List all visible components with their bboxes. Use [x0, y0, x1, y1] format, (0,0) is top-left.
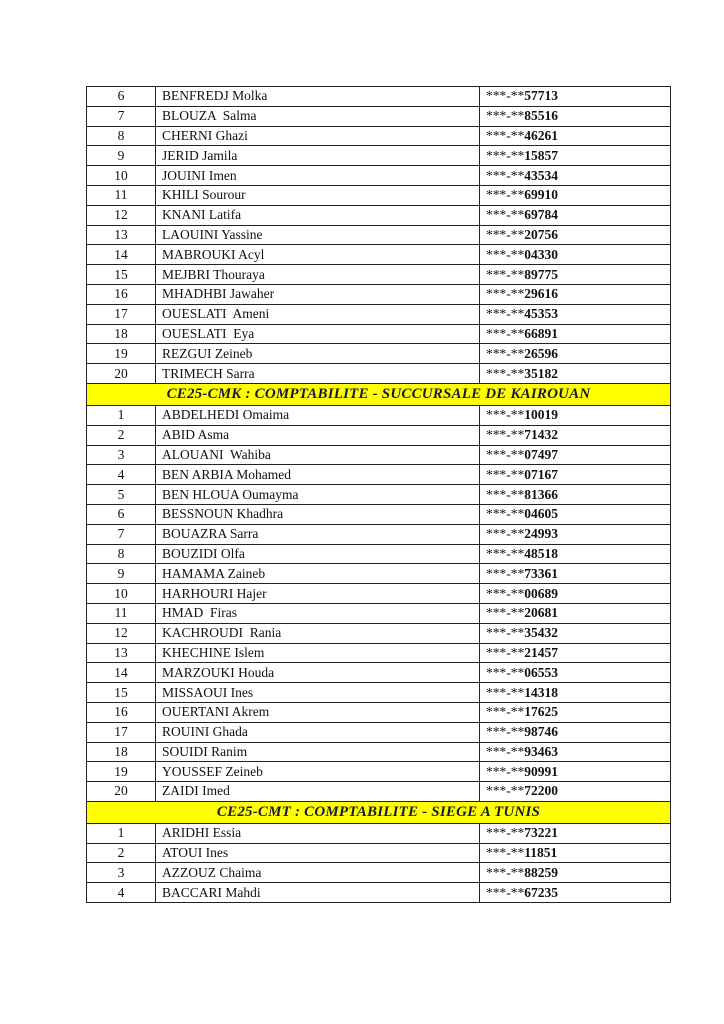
table-row [87, 863, 671, 883]
row-number: 7 [87, 524, 156, 544]
table-row [87, 465, 671, 485]
id-mask: ***-** [486, 167, 525, 183]
candidate-name: BENFREDJ Molka [156, 87, 480, 107]
id-mask: ***-** [486, 684, 525, 700]
id-digits: 81366 [524, 486, 558, 502]
row-number: 16 [87, 284, 156, 304]
row-number: 20 [87, 782, 156, 802]
row-number: 16 [87, 702, 156, 722]
table-row [87, 405, 671, 425]
row-number: 12 [87, 205, 156, 225]
table-row [87, 883, 671, 903]
id-digits: 15857 [524, 147, 558, 163]
masked-id [480, 603, 671, 623]
id-mask: ***-** [486, 644, 525, 660]
masked-id [480, 485, 671, 505]
row-number: 10 [87, 584, 156, 604]
row-number: 2 [87, 425, 156, 445]
table-row [87, 544, 671, 564]
candidate-name: HAMAMA Zaineb [156, 564, 480, 584]
masked-id [480, 445, 671, 465]
id-mask: ***-** [486, 486, 525, 502]
id-mask: ***-** [486, 325, 525, 341]
masked-id [480, 106, 671, 126]
id-mask: ***-** [486, 825, 525, 841]
table-row [87, 205, 671, 225]
table-row [87, 623, 671, 643]
masked-id [480, 623, 671, 643]
id-digits: 20756 [524, 226, 558, 242]
id-mask: ***-** [486, 545, 525, 561]
id-digits: 07167 [524, 466, 558, 482]
section-title: CE25-CMT : COMPTABILITE - SIEGE A TUNIS [87, 801, 671, 823]
masked-id [480, 245, 671, 265]
masked-id [480, 364, 671, 384]
id-digits: 73361 [524, 565, 558, 581]
id-digits: 04605 [524, 506, 558, 522]
row-number: 17 [87, 304, 156, 324]
row-number: 4 [87, 465, 156, 485]
candidate-name: HMAD Firas [156, 603, 480, 623]
table-row [87, 344, 671, 364]
table-row [87, 485, 671, 505]
id-digits: 11851 [524, 845, 558, 861]
table-row [87, 304, 671, 324]
id-mask: ***-** [486, 147, 525, 163]
id-digits: 90991 [524, 763, 558, 779]
id-digits: 35432 [524, 625, 558, 641]
candidate-name: KHILI Sourour [156, 185, 480, 205]
id-digits: 66891 [524, 325, 558, 341]
row-number: 15 [87, 683, 156, 703]
candidate-name: BOUZIDI Olfa [156, 544, 480, 564]
candidate-name: YOUSSEF Zeineb [156, 762, 480, 782]
table-row [87, 564, 671, 584]
candidate-name: OUESLATI Eya [156, 324, 480, 344]
id-digits: 88259 [524, 864, 558, 880]
masked-id [480, 843, 671, 863]
masked-id [480, 425, 671, 445]
id-mask: ***-** [486, 506, 525, 522]
row-number: 18 [87, 324, 156, 344]
id-mask: ***-** [486, 704, 525, 720]
id-digits: 10019 [524, 407, 558, 423]
candidate-name: MISSAOUI Ines [156, 683, 480, 703]
id-mask: ***-** [486, 845, 525, 861]
id-mask: ***-** [486, 526, 525, 542]
section-header-row [87, 801, 671, 823]
table-row [87, 166, 671, 186]
row-number: 8 [87, 544, 156, 564]
candidate-name: LAOUINI Yassine [156, 225, 480, 245]
masked-id [480, 504, 671, 524]
masked-id [480, 465, 671, 485]
row-number: 9 [87, 146, 156, 166]
row-number: 3 [87, 863, 156, 883]
id-digits: 04330 [524, 246, 558, 262]
masked-id [480, 663, 671, 683]
id-mask: ***-** [486, 466, 525, 482]
table-row [87, 126, 671, 146]
table-row [87, 643, 671, 663]
candidate-name: BESSNOUN Khadhra [156, 504, 480, 524]
table-row [87, 823, 671, 843]
id-mask: ***-** [486, 108, 525, 124]
id-mask: ***-** [486, 585, 525, 601]
masked-id [480, 762, 671, 782]
id-mask: ***-** [486, 127, 525, 143]
table-row [87, 762, 671, 782]
section-header-row [87, 383, 671, 405]
id-mask: ***-** [486, 605, 525, 621]
candidate-name: TRIMECH Sarra [156, 364, 480, 384]
masked-id [480, 643, 671, 663]
id-mask: ***-** [486, 884, 525, 900]
masked-id [480, 782, 671, 802]
candidate-name: REZGUI Zeineb [156, 344, 480, 364]
row-number: 3 [87, 445, 156, 465]
masked-id [480, 87, 671, 107]
id-digits: 57713 [524, 88, 558, 104]
id-digits: 43534 [524, 167, 558, 183]
candidate-name: ALOUANI Wahiba [156, 445, 480, 465]
row-number: 14 [87, 663, 156, 683]
id-digits: 06553 [524, 664, 558, 680]
masked-id [480, 524, 671, 544]
row-number: 13 [87, 643, 156, 663]
candidate-table-body [87, 87, 671, 903]
candidate-name: ABDELHEDI Omaima [156, 405, 480, 425]
row-number: 11 [87, 185, 156, 205]
candidate-name: JOUINI Imen [156, 166, 480, 186]
id-mask: ***-** [486, 88, 525, 104]
id-digits: 89775 [524, 266, 558, 282]
candidate-table [86, 86, 671, 903]
id-digits: 72200 [524, 783, 558, 799]
id-mask: ***-** [486, 207, 525, 223]
table-row [87, 146, 671, 166]
id-mask: ***-** [486, 365, 525, 381]
candidate-name: ZAIDI Imed [156, 782, 480, 802]
masked-id [480, 405, 671, 425]
row-number: 20 [87, 364, 156, 384]
candidate-name: CHERNI Ghazi [156, 126, 480, 146]
row-number: 18 [87, 742, 156, 762]
masked-id [480, 265, 671, 285]
id-digits: 35182 [524, 365, 558, 381]
candidate-name: KNANI Latifa [156, 205, 480, 225]
table-row [87, 87, 671, 107]
id-digits: 46261 [524, 127, 558, 143]
masked-id [480, 225, 671, 245]
masked-id [480, 702, 671, 722]
id-digits: 29616 [524, 286, 558, 302]
masked-id [480, 584, 671, 604]
masked-id [480, 304, 671, 324]
id-digits: 93463 [524, 743, 558, 759]
table-row [87, 284, 671, 304]
masked-id [480, 344, 671, 364]
candidate-name: BEN ARBIA Mohamed [156, 465, 480, 485]
row-number: 12 [87, 623, 156, 643]
id-mask: ***-** [486, 446, 525, 462]
candidate-name: OUERTANI Akrem [156, 702, 480, 722]
candidate-name: BLOUZA Salma [156, 106, 480, 126]
candidate-name: JERID Jamila [156, 146, 480, 166]
id-mask: ***-** [486, 724, 525, 740]
table-row [87, 185, 671, 205]
id-mask: ***-** [486, 345, 525, 361]
id-mask: ***-** [486, 743, 525, 759]
candidate-name: BOUAZRA Sarra [156, 524, 480, 544]
id-digits: 69784 [524, 207, 558, 223]
id-digits: 26596 [524, 345, 558, 361]
row-number: 11 [87, 603, 156, 623]
table-row [87, 504, 671, 524]
id-mask: ***-** [486, 763, 525, 779]
table-row [87, 106, 671, 126]
id-digits: 21457 [524, 644, 558, 660]
candidate-name: ABID Asma [156, 425, 480, 445]
id-mask: ***-** [486, 286, 525, 302]
row-number: 8 [87, 126, 156, 146]
id-mask: ***-** [486, 246, 525, 262]
candidate-name: OUESLATI Ameni [156, 304, 480, 324]
id-digits: 71432 [524, 427, 558, 443]
table-row [87, 663, 671, 683]
row-number: 19 [87, 344, 156, 364]
candidate-name: KHECHINE Islem [156, 643, 480, 663]
masked-id [480, 722, 671, 742]
candidate-name: MABROUKI Acyl [156, 245, 480, 265]
row-number: 17 [87, 722, 156, 742]
table-row [87, 843, 671, 863]
id-digits: 24993 [524, 526, 558, 542]
id-digits: 45353 [524, 306, 558, 322]
table-row [87, 683, 671, 703]
table-row [87, 603, 671, 623]
masked-id [480, 863, 671, 883]
row-number: 5 [87, 485, 156, 505]
row-number: 10 [87, 166, 156, 186]
candidate-name: BACCARI Mahdi [156, 883, 480, 903]
masked-id [480, 166, 671, 186]
id-mask: ***-** [486, 664, 525, 680]
id-mask: ***-** [486, 427, 525, 443]
row-number: 2 [87, 843, 156, 863]
masked-id [480, 146, 671, 166]
masked-id [480, 564, 671, 584]
id-digits: 69910 [524, 187, 558, 203]
section-title: CE25-CMK : COMPTABILITE - SUCCURSALE DE KAIROUAN [87, 383, 671, 405]
id-digits: 20681 [524, 605, 558, 621]
masked-id [480, 742, 671, 762]
masked-id [480, 324, 671, 344]
id-digits: 85516 [524, 108, 558, 124]
candidate-name: AZZOUZ Chaima [156, 863, 480, 883]
id-mask: ***-** [486, 266, 525, 282]
id-mask: ***-** [486, 407, 525, 423]
masked-id [480, 544, 671, 564]
row-number: 4 [87, 883, 156, 903]
masked-id [480, 284, 671, 304]
id-digits: 73221 [524, 825, 558, 841]
candidate-name: BEN HLOUA Oumayma [156, 485, 480, 505]
candidate-name: SOUIDI Ranim [156, 742, 480, 762]
candidate-name: ROUINI Ghada [156, 722, 480, 742]
candidate-name: MHADHBI Jawaher [156, 284, 480, 304]
id-digits: 14318 [524, 684, 558, 700]
row-number: 1 [87, 405, 156, 425]
table-row [87, 584, 671, 604]
id-digits: 17625 [524, 704, 558, 720]
id-mask: ***-** [486, 864, 525, 880]
id-mask: ***-** [486, 783, 525, 799]
row-number: 19 [87, 762, 156, 782]
row-number: 15 [87, 265, 156, 285]
row-number: 13 [87, 225, 156, 245]
row-number: 14 [87, 245, 156, 265]
candidate-name: MARZOUKI Houda [156, 663, 480, 683]
table-row [87, 225, 671, 245]
masked-id [480, 823, 671, 843]
row-number: 6 [87, 87, 156, 107]
id-mask: ***-** [486, 306, 525, 322]
masked-id [480, 185, 671, 205]
table-row [87, 324, 671, 344]
table-row [87, 524, 671, 544]
table-row [87, 425, 671, 445]
id-digits: 48518 [524, 545, 558, 561]
table-row [87, 364, 671, 384]
masked-id [480, 683, 671, 703]
candidate-name: KACHROUDI Rania [156, 623, 480, 643]
row-number: 9 [87, 564, 156, 584]
table-row [87, 722, 671, 742]
id-mask: ***-** [486, 187, 525, 203]
table-row [87, 742, 671, 762]
masked-id [480, 883, 671, 903]
row-number: 7 [87, 106, 156, 126]
id-mask: ***-** [486, 226, 525, 242]
masked-id [480, 126, 671, 146]
id-digits: 07497 [524, 446, 558, 462]
candidate-name: ATOUI Ines [156, 843, 480, 863]
row-number: 6 [87, 504, 156, 524]
candidate-name: ARIDHI Essia [156, 823, 480, 843]
masked-id [480, 205, 671, 225]
id-mask: ***-** [486, 625, 525, 641]
table-row [87, 782, 671, 802]
table-row [87, 702, 671, 722]
id-mask: ***-** [486, 565, 525, 581]
candidate-name: MEJBRI Thouraya [156, 265, 480, 285]
table-row [87, 445, 671, 465]
table-row [87, 265, 671, 285]
candidate-name: HARHOURI Hajer [156, 584, 480, 604]
id-digits: 00689 [524, 585, 558, 601]
row-number: 1 [87, 823, 156, 843]
id-digits: 98746 [524, 724, 558, 740]
id-digits: 67235 [524, 884, 558, 900]
table-row [87, 245, 671, 265]
